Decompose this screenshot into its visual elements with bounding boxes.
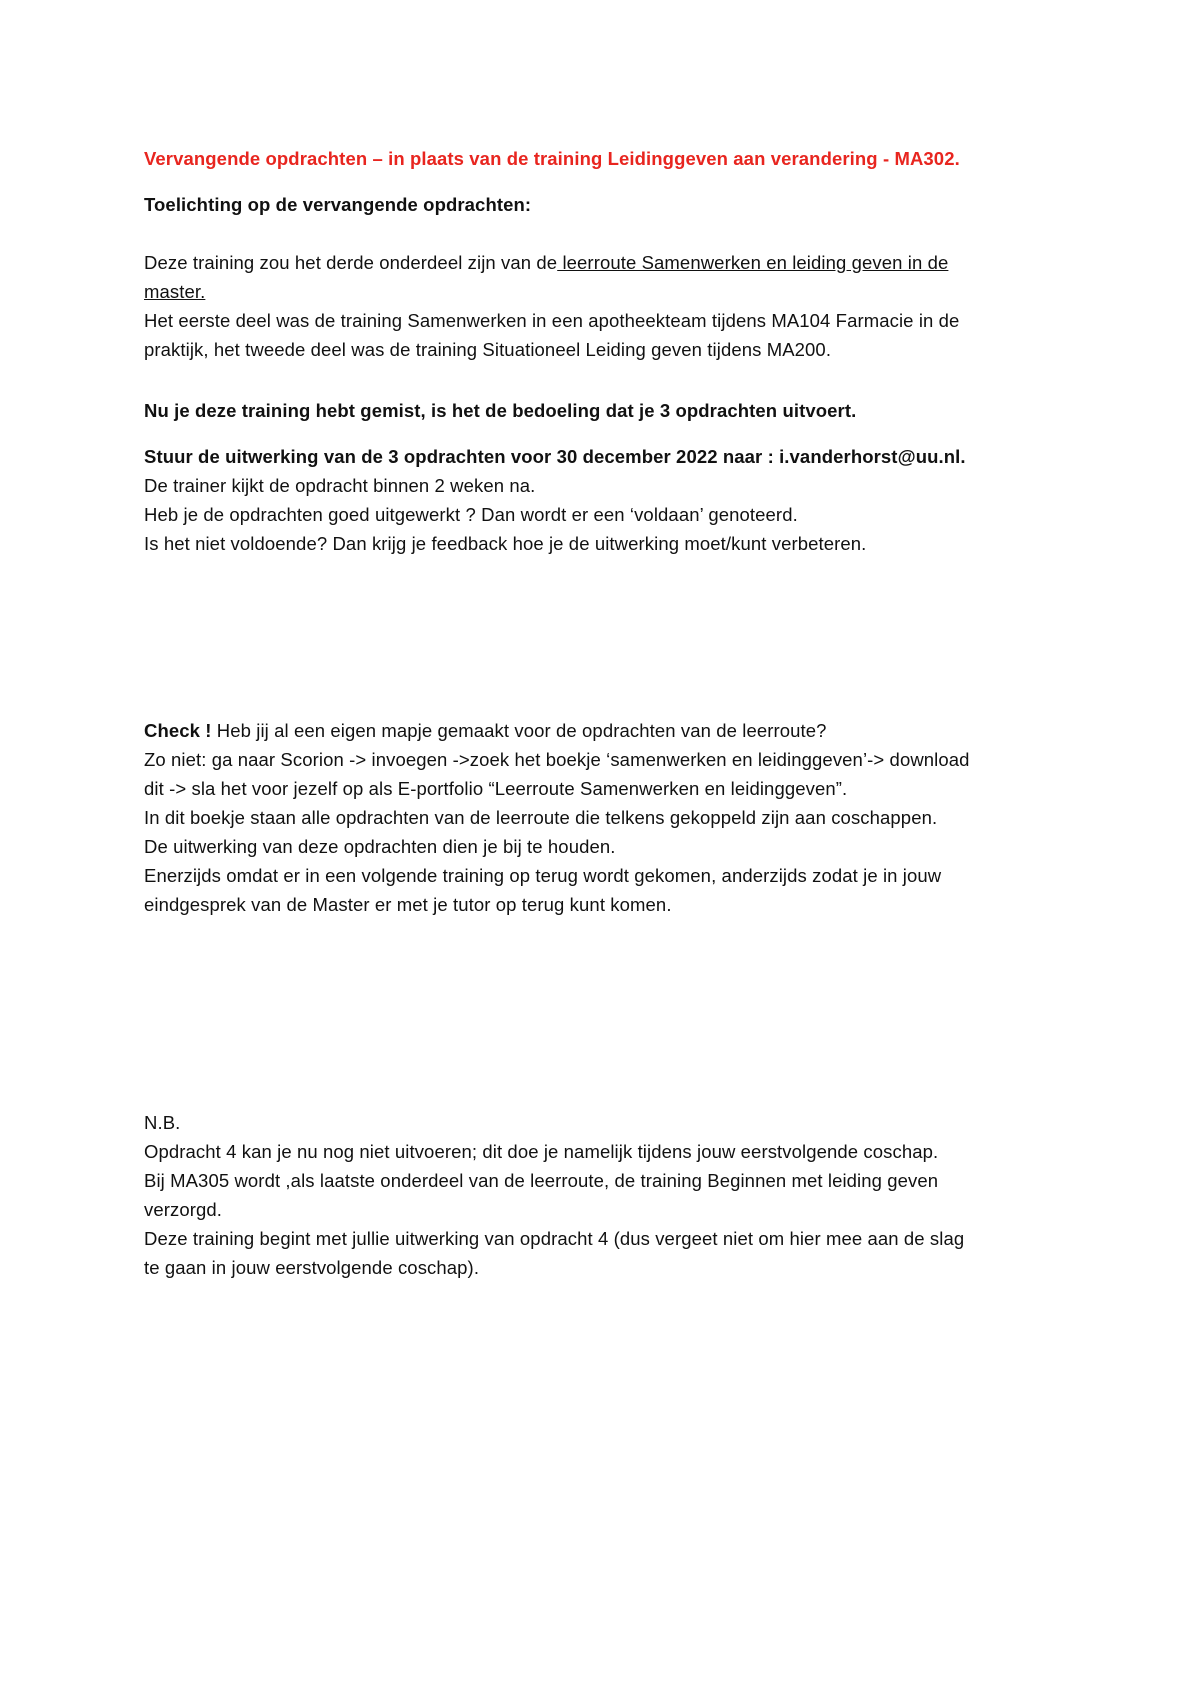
document-title: Vervangende opdrachten – in plaats van de training Leidinggeven aan verandering - MA302. xyxy=(144,148,960,169)
intro-line-4: praktijk, het tweede deel was de training Situationeel Leiding geven tijdens MA200. xyxy=(144,339,832,360)
note-line-3: verzorgd. xyxy=(144,1199,223,1220)
check-line-6: Enerzijds omdat er in een volgende training op terug wordt gekomen, anderzijds zodat je in jouw xyxy=(144,865,942,886)
submission-paragraph xyxy=(144,442,1064,558)
subtitle-block xyxy=(144,190,1064,219)
intro-paragraph xyxy=(144,248,1064,364)
leerroute-link-continued[interactable]: master. xyxy=(144,281,206,302)
leerroute-link[interactable]: leerroute Samenwerken en leiding geven in de xyxy=(557,252,949,273)
intro-line-1-prefix: Deze training zou het derde onderdeel zijn van de xyxy=(144,252,558,273)
section-subtitle: Toelichting op de vervangende opdrachten: xyxy=(144,194,532,215)
submission-line-2: De trainer kijkt de opdracht binnen 2 weken na. xyxy=(144,475,536,496)
purpose-text: Nu je deze training hebt gemist, is het de bedoeling dat je 3 opdrachten uitvoert. xyxy=(144,400,857,421)
note-line-2: Bij MA305 wordt ,als laatste onderdeel van de leerroute, de training Beginnen met leiding geven xyxy=(144,1170,939,1191)
purpose-block xyxy=(144,396,1064,425)
check-line-7: eindgesprek van de Master er met je tutor op terug kunt komen. xyxy=(144,894,672,915)
check-line-1-rest: Heb jij al een eigen mapje gemaakt voor de opdrachten van de leerroute? xyxy=(211,720,827,741)
note-paragraph xyxy=(144,1108,1064,1282)
intro-line-3: Het eerste deel was de training Samenwerken in een apotheekteam tijdens MA104 Farmacie in de xyxy=(144,310,960,331)
check-line-1 xyxy=(144,716,1064,745)
title-block xyxy=(144,144,1064,173)
submission-line-3: Heb je de opdrachten goed uitgewerkt ? Dan wordt er een ‘voldaan’ genoteerd. xyxy=(144,504,798,525)
note-line-1: Opdracht 4 kan je nu nog niet uitvoeren; dit doe je namelijk tijdens jouw eerstvolgende coschap. xyxy=(144,1141,939,1162)
check-line-2: Zo niet: ga naar Scorion -> invoegen ->zoek het boekje ‘samenwerken en leidinggeven’-> download xyxy=(144,749,970,770)
check-paragraph xyxy=(144,716,1064,919)
note-line-5: te gaan in jouw eerstvolgende coschap). xyxy=(144,1257,480,1278)
check-label: Check ! xyxy=(144,720,212,741)
check-line-5: De uitwerking van deze opdrachten dien je bij te houden. xyxy=(144,836,616,857)
check-line-3: dit -> sla het voor jezelf op als E-portfolio “Leerroute Samenwerken en leidinggeven”. xyxy=(144,778,848,799)
intro-line-1 xyxy=(144,248,1064,277)
check-line-4: In dit boekje staan alle opdrachten van de leerroute die telkens gekoppeld zijn aan coschappen. xyxy=(144,807,938,828)
submission-line-1: Stuur de uitwerking van de 3 opdrachten voor 30 december 2022 naar : i.vanderhorst@uu.nl. xyxy=(144,446,966,467)
note-label: N.B. xyxy=(144,1112,181,1133)
submission-line-4: Is het niet voldoende? Dan krijg je feedback hoe je de uitwerking moet/kunt verbeteren. xyxy=(144,533,867,554)
note-line-4: Deze training begint met jullie uitwerking van opdracht 4 (dus vergeet niet om hier mee aan de slag xyxy=(144,1228,965,1249)
